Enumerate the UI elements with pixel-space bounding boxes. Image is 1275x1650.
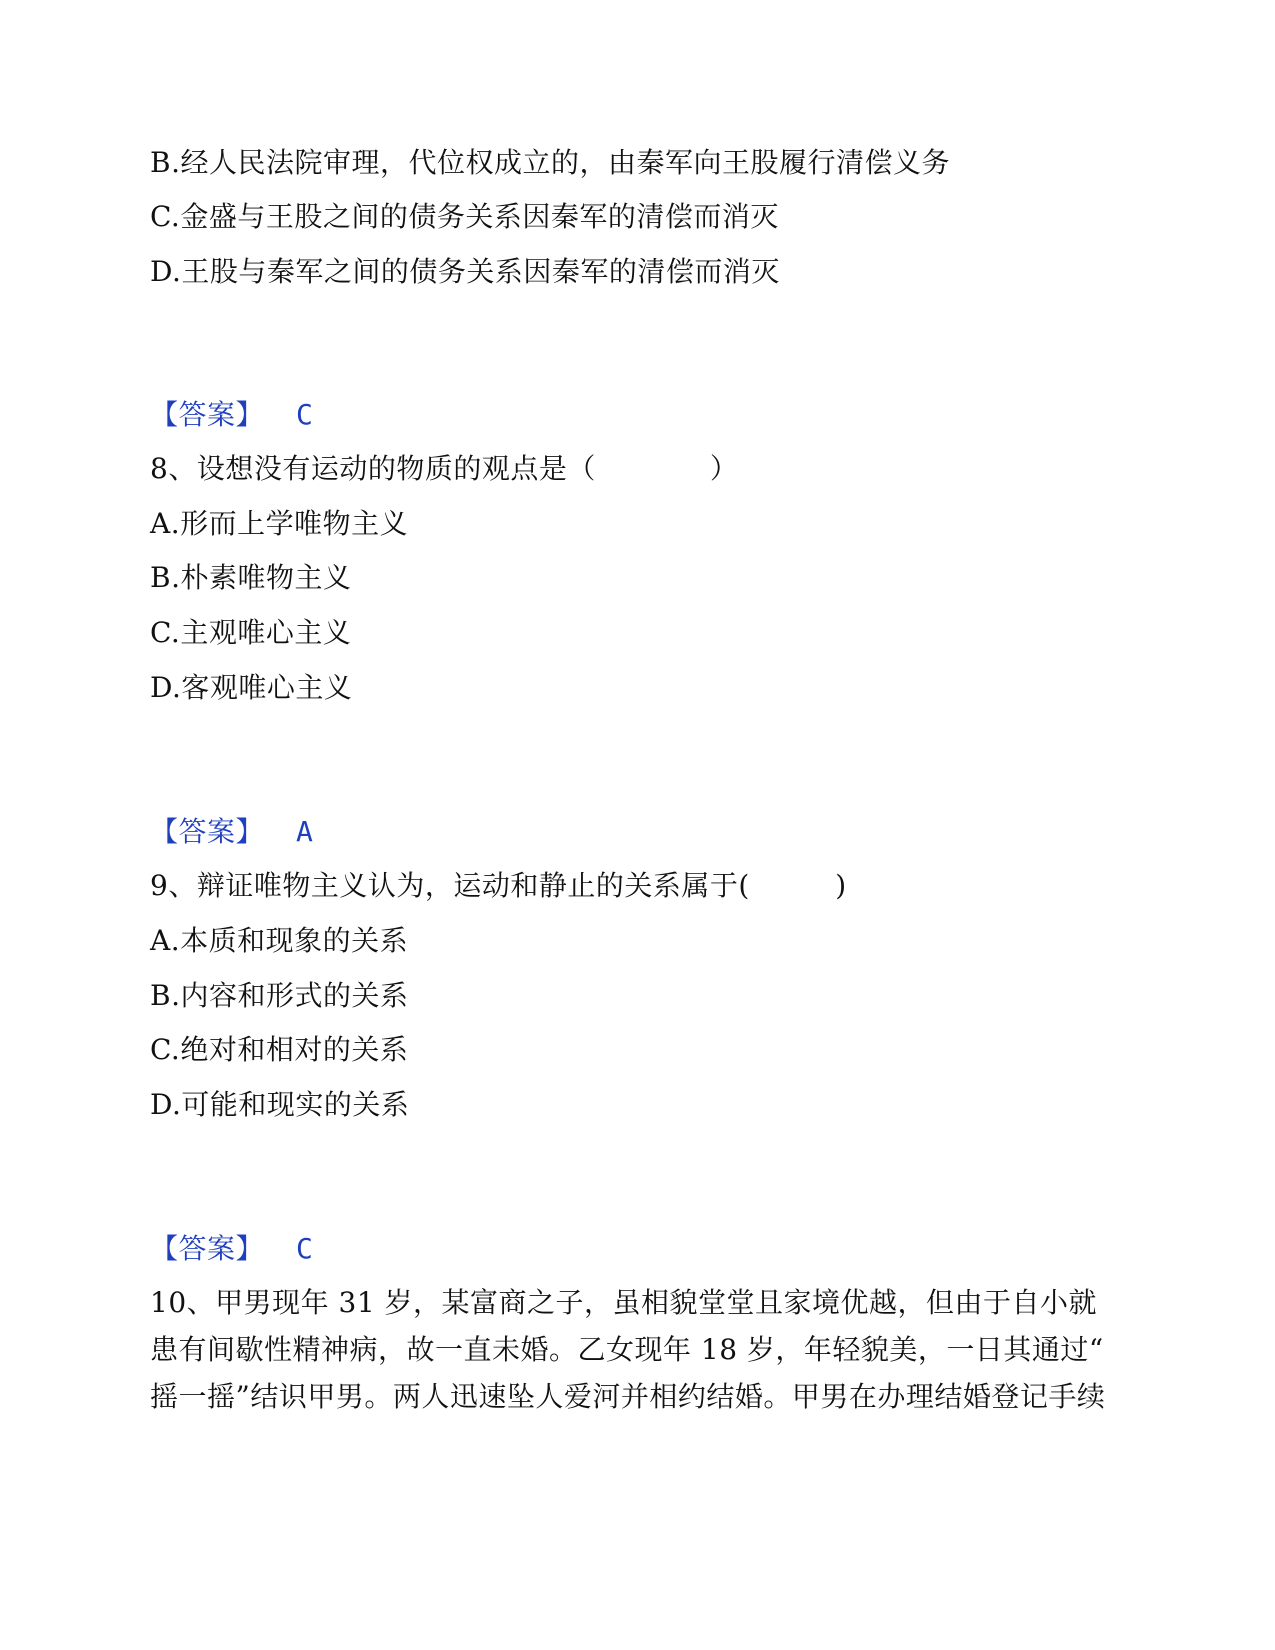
q9-option-d: D.可能和现实的关系	[150, 1088, 410, 1121]
q8-option-a: A.形而上学唯物主义	[150, 507, 409, 540]
q9-stem: 9、辩证唯物主义认为，运动和静止的关系属于( )	[150, 869, 847, 902]
q8-answer-value: A	[296, 815, 314, 848]
q9-option-b: B.内容和形式的关系	[150, 979, 409, 1012]
q8-stem: 8、设想没有运动的物质的观点是（ ）	[150, 452, 739, 485]
q7-answer-value: C	[296, 398, 314, 431]
q10-stem-line-3: 摇一摇”结识甲男。两人迅速坠人爱河并相约结婚。甲男在办理结婚登记手续	[150, 1380, 1106, 1413]
q8-answer	[150, 815, 313, 849]
q8-option-d: D.客观唯心主义	[150, 671, 353, 704]
q7-option-c: C.金盛与王股之间的债务关系因秦军的清偿而消灭	[150, 200, 779, 233]
q8-option-b: B.朴素唯物主义	[150, 561, 352, 594]
q8-answer-label: 【答案】	[150, 815, 265, 848]
q7-answer	[150, 398, 313, 432]
q7-answer-label: 【答案】	[150, 398, 265, 431]
q9-option-c: C.绝对和相对的关系	[150, 1033, 409, 1066]
q10-stem-line-2: 患有间歇性精神病，故一直未婚。乙女现年 18 岁，年轻貌美，一日其通过“	[150, 1333, 1104, 1366]
q8-option-c: C.主观唯心主义	[150, 616, 352, 649]
q9-answer-label: 【答案】	[150, 1232, 265, 1265]
q10-stem-line-1: 10、甲男现年 31 岁，某富商之子，虽相貌堂堂且家境优越，但由于自小就	[150, 1286, 1098, 1319]
q7-option-b: B.经人民法院审理，代位权成立的，由秦军向王股履行清偿义务	[150, 146, 950, 179]
q9-option-a: A.本质和现象的关系	[150, 924, 409, 957]
q9-answer	[150, 1232, 313, 1266]
q9-answer-value: C	[296, 1232, 314, 1265]
q7-option-d: D.王股与秦军之间的债务关系因秦军的清偿而消灭	[150, 255, 780, 288]
